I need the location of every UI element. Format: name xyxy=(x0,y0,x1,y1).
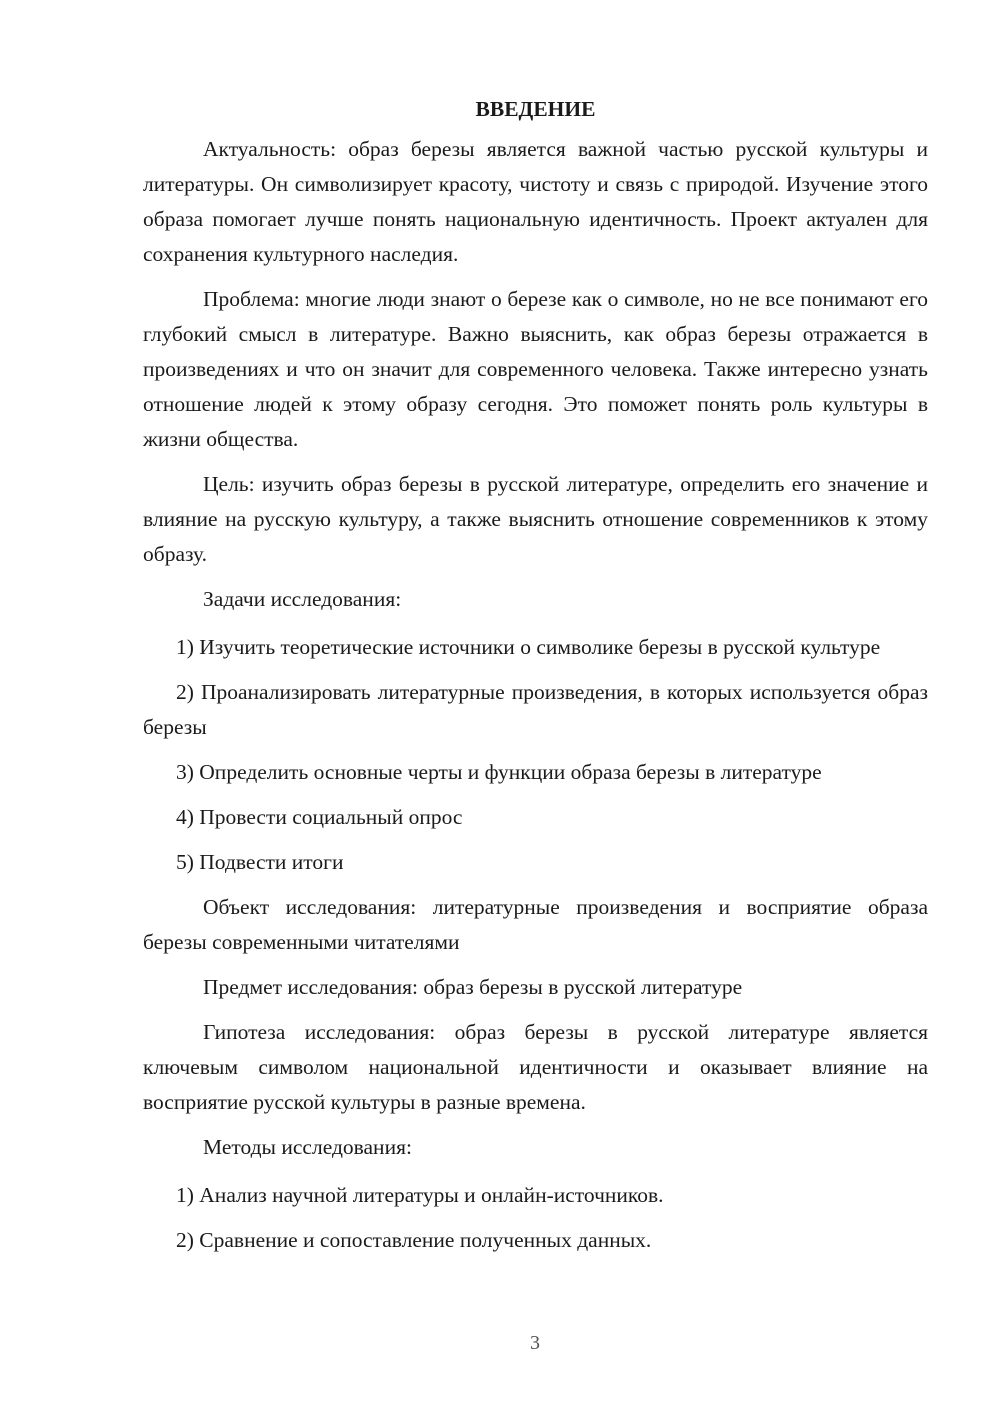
relevance-paragraph: Актуальность: образ березы является важной частью русской культуры и литературы. Он символизирует красоту, чистоту и связь с природой. Изучение этого образа помогает лучше понять национальную идентичность. Проект актуален для сохранения культурного наследия. xyxy=(143,137,928,266)
methods-heading: Методы исследования: xyxy=(203,1135,412,1159)
task-item: 5) Подвести итоги xyxy=(176,850,344,874)
hypothesis-paragraph: Гипотеза исследования: образ березы в русской литературе является ключевым символом национальной идентичности и оказывает влияние на восприятие русской культуры в разные времена. xyxy=(143,1020,928,1114)
task-item: 3) Определить основные черты и функции образа березы в литературе xyxy=(176,760,822,784)
subject-paragraph: Предмет исследования: образ березы в русской литературе xyxy=(203,975,743,999)
task-item: 4) Провести социальный опрос xyxy=(176,805,463,829)
goal-paragraph: Цель: изучить образ березы в русской литературе, определить его значение и влияние на русскую культуру, а также выяснить отношение современников к этому образу. xyxy=(143,472,928,566)
tasks-heading: Задачи исследования: xyxy=(203,587,402,611)
method-item: 1) Анализ научной литературы и онлайн-источников. xyxy=(176,1183,664,1207)
page-number: 3 xyxy=(530,1332,540,1354)
method-item: 2) Сравнение и сопоставление полученных данных. xyxy=(176,1228,652,1252)
document-page xyxy=(143,92,928,1268)
section-title: ВВЕДЕНИЕ xyxy=(475,97,596,121)
task-item: 2) Проанализировать литературные произведения, в которых используется образ березы xyxy=(143,680,928,739)
problem-paragraph: Проблема: многие люди знают о березе как о символе, но не все понимают его глубокий смысл в литературе. Важно выяснить, как образ березы отражается в произведениях и что он значит для современного человека. Также интересно узнать отношение людей к этому образу сегодня. Это поможет понять роль культуры в жизни общества. xyxy=(143,287,928,451)
object-paragraph: Объект исследования: литературные произведения и восприятие образа березы современными читателями xyxy=(143,895,928,954)
task-item: 1) Изучить теоретические источники о символике березы в русской культуре xyxy=(176,635,881,659)
